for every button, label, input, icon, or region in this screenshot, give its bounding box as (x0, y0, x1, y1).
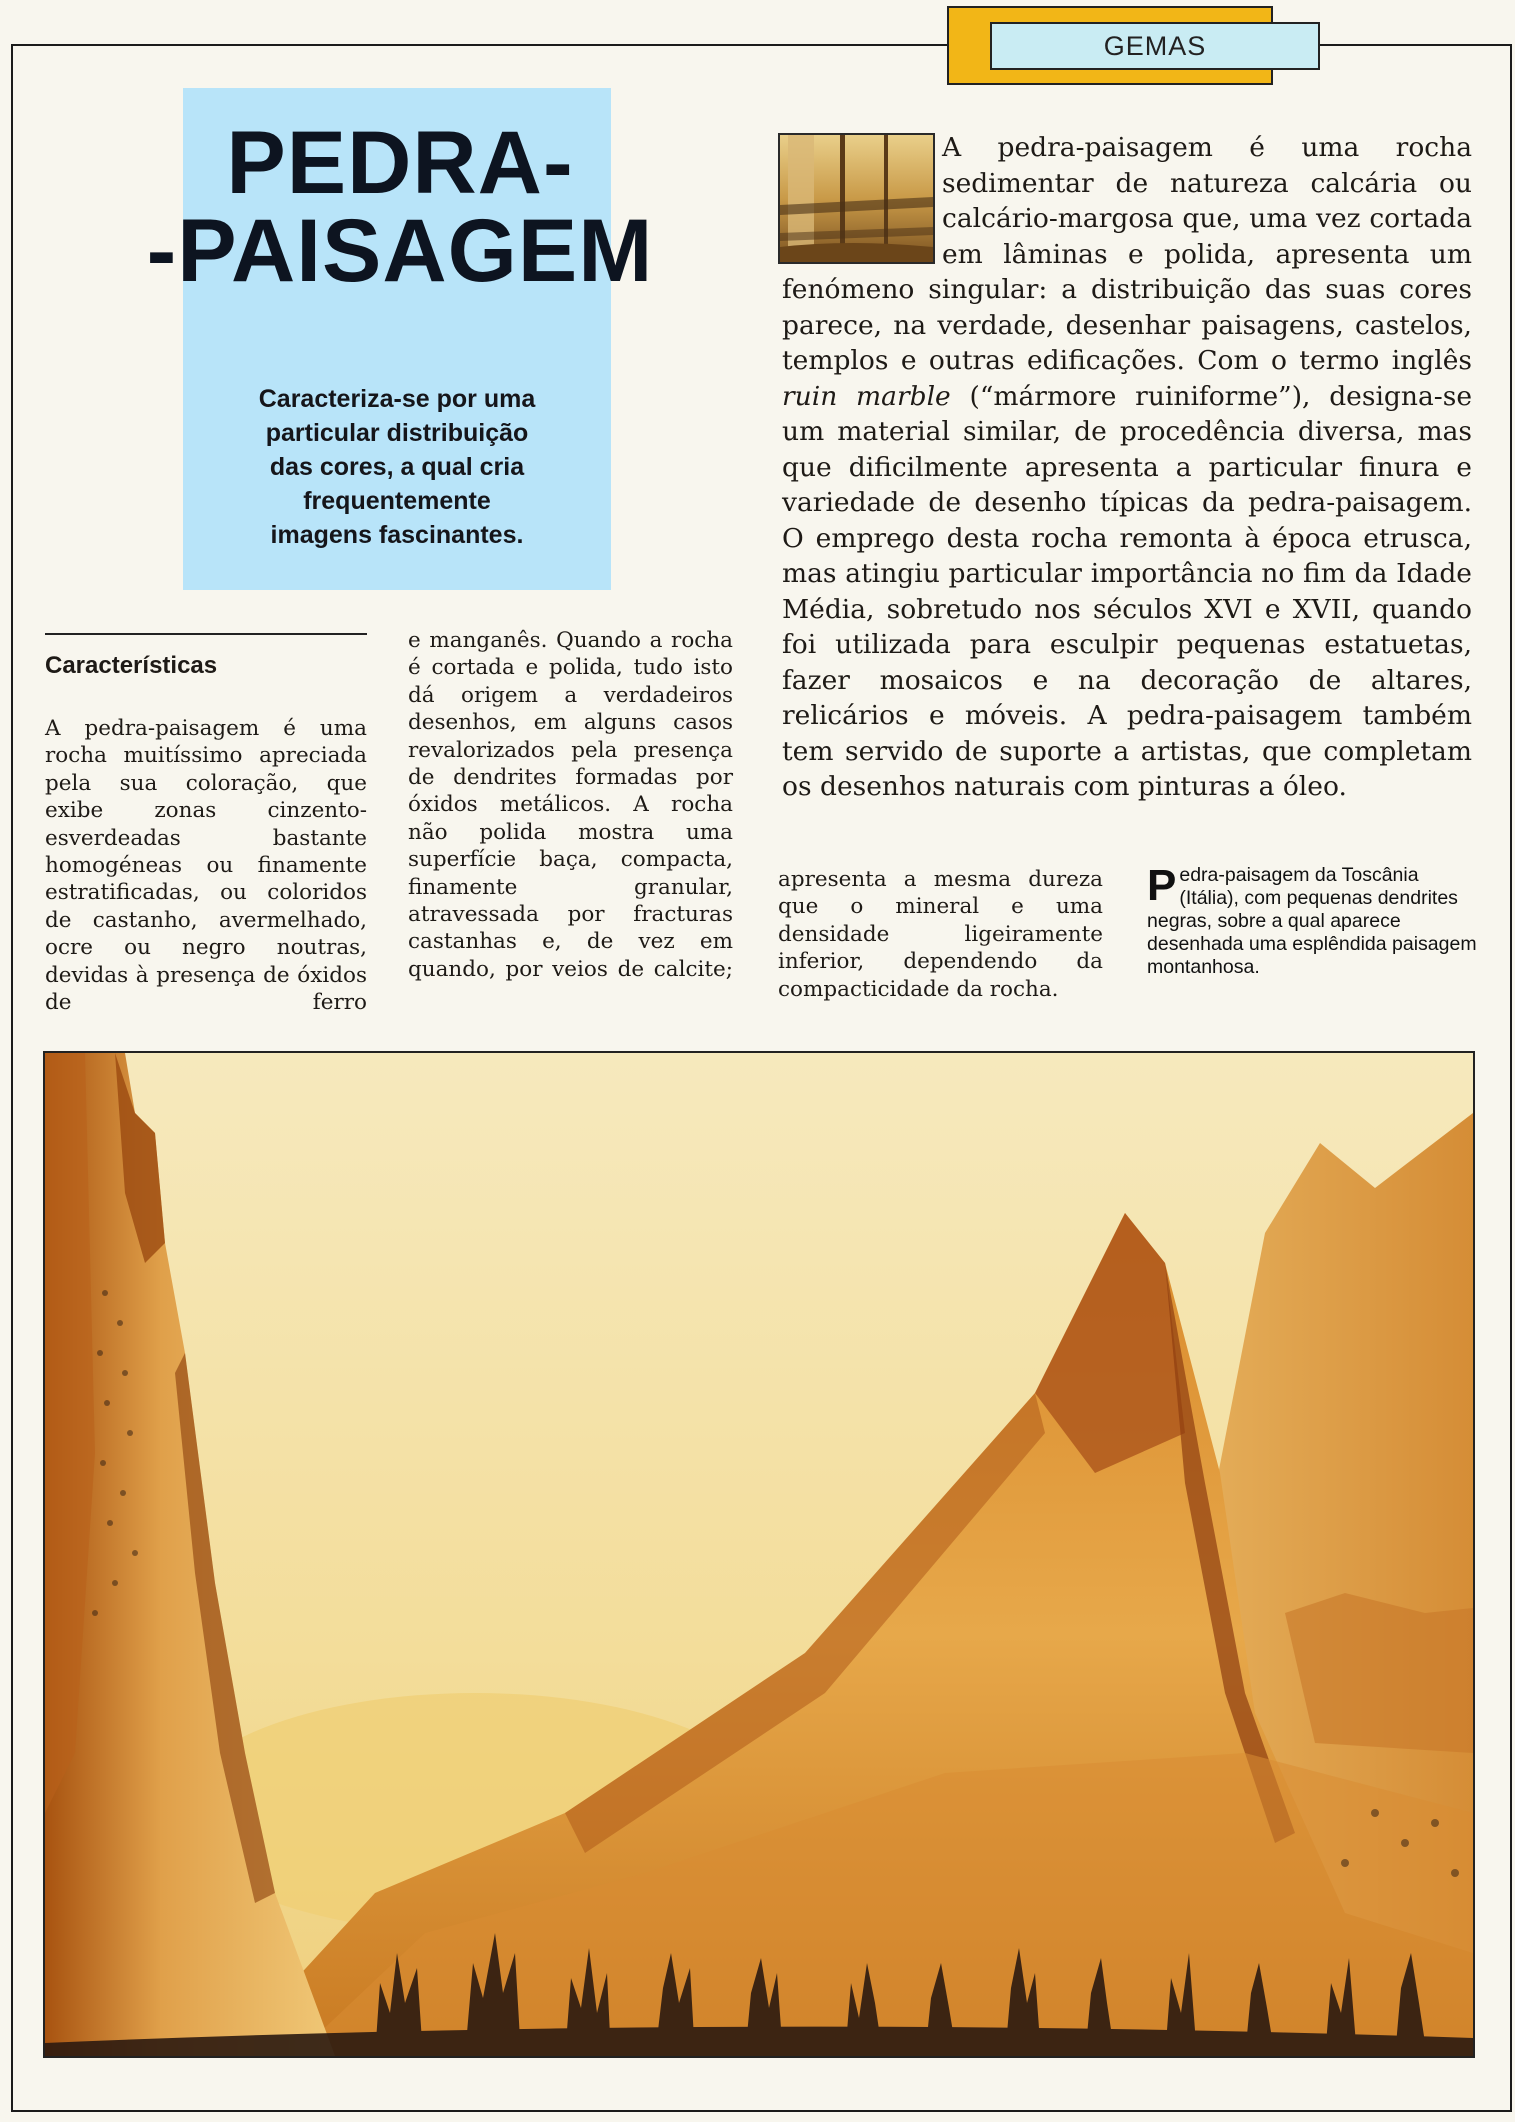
title-line-2: -PAISAGEM (146, 200, 654, 300)
intro-term: ruin marble (782, 380, 951, 412)
subtitle-line: das cores, a qual cria (269, 453, 525, 481)
subtitle-line: particular distribuição (265, 419, 529, 447)
subtitle-line: Caracteriza-se por uma (258, 385, 536, 413)
intro-text: (“mármore ruiniforme”), designa-se um material similar, de procedência diversa, mas que dificilmente apresenta a particular finura e variedade de desenho típicas da pedra-paisagem. O emprego desta rocha remonta à época etrusca, mas atingiu particular importância no fim da Idade Média, sobretudo nos séculos XVI e XVII, quando foi utilizada para esculpir pequenas estatuetas, fazer mosaicos e na decoração de altares, relicários e móveis. A pedra-paisagem também tem servido de suporte a artistas, que completam os desenhos naturais com pinturas a óleo. (782, 380, 1472, 802)
photo-caption (1147, 861, 1477, 979)
landscape-stone-photo (43, 1051, 1475, 2058)
intro-paragraph (782, 130, 1472, 805)
thumbnail-spacer (782, 130, 942, 270)
caption-text: edra-paisagem da Toscânia (Itália), com pequenas dendrites negras, sobre a qual aparece desenhada uma esplêndida paisagem montanhosa. (1147, 864, 1477, 978)
title-line-1: PEDRA- (226, 112, 574, 212)
section-label: GEMAS (990, 22, 1320, 70)
caption-drop-cap: P (1147, 861, 1177, 910)
intro-text: A pedra-paisagem é uma rocha sedimentar de natureza calcária ou calcário-margosa que, uma vez cortada em lâminas e polida, apresenta um fenómeno singular: a distribuição das suas cores parece, na verdade, desenhar paisagens, castelos, templos e outras edificações. Com o termo inglês (782, 132, 1472, 376)
subtitle (205, 382, 589, 552)
page-title (140, 112, 660, 300)
body-column-2: e manganês. Quando a rocha é cortada e polida, tudo isto dá origem a verdadeiros desenhos, em alguns casos revalorizados pela presença de dendrites formadas por óxidos metálicos. A rocha não polida mostra uma superfície baça, compacta, finamente granular, atravessada por fracturas castanhas e, de vez em quando, por veios de calcite; (408, 628, 733, 982)
section-heading: Características (45, 652, 218, 679)
landscape-stone-art (45, 1053, 1473, 2056)
subtitle-line: frequentemente (303, 487, 491, 515)
section-divider (45, 633, 367, 635)
body-column-3: apresenta a mesma dureza que o mineral e uma densidade ligeiramente inferior, dependendo da compacticidade da rocha. (778, 867, 1103, 1002)
body-column-1: A pedra-paisagem é uma rocha muitíssimo apreciada pela sua coloração, que exibe zonas cinzento-esverdeadas bastante homogéneas ou finamente estratificadas, ou coloridos de castanho, avermelhado, ocre ou negro noutras, devidas à presença de óxidos de ferro (45, 716, 367, 1016)
subtitle-line: imagens fascinantes. (270, 521, 524, 549)
